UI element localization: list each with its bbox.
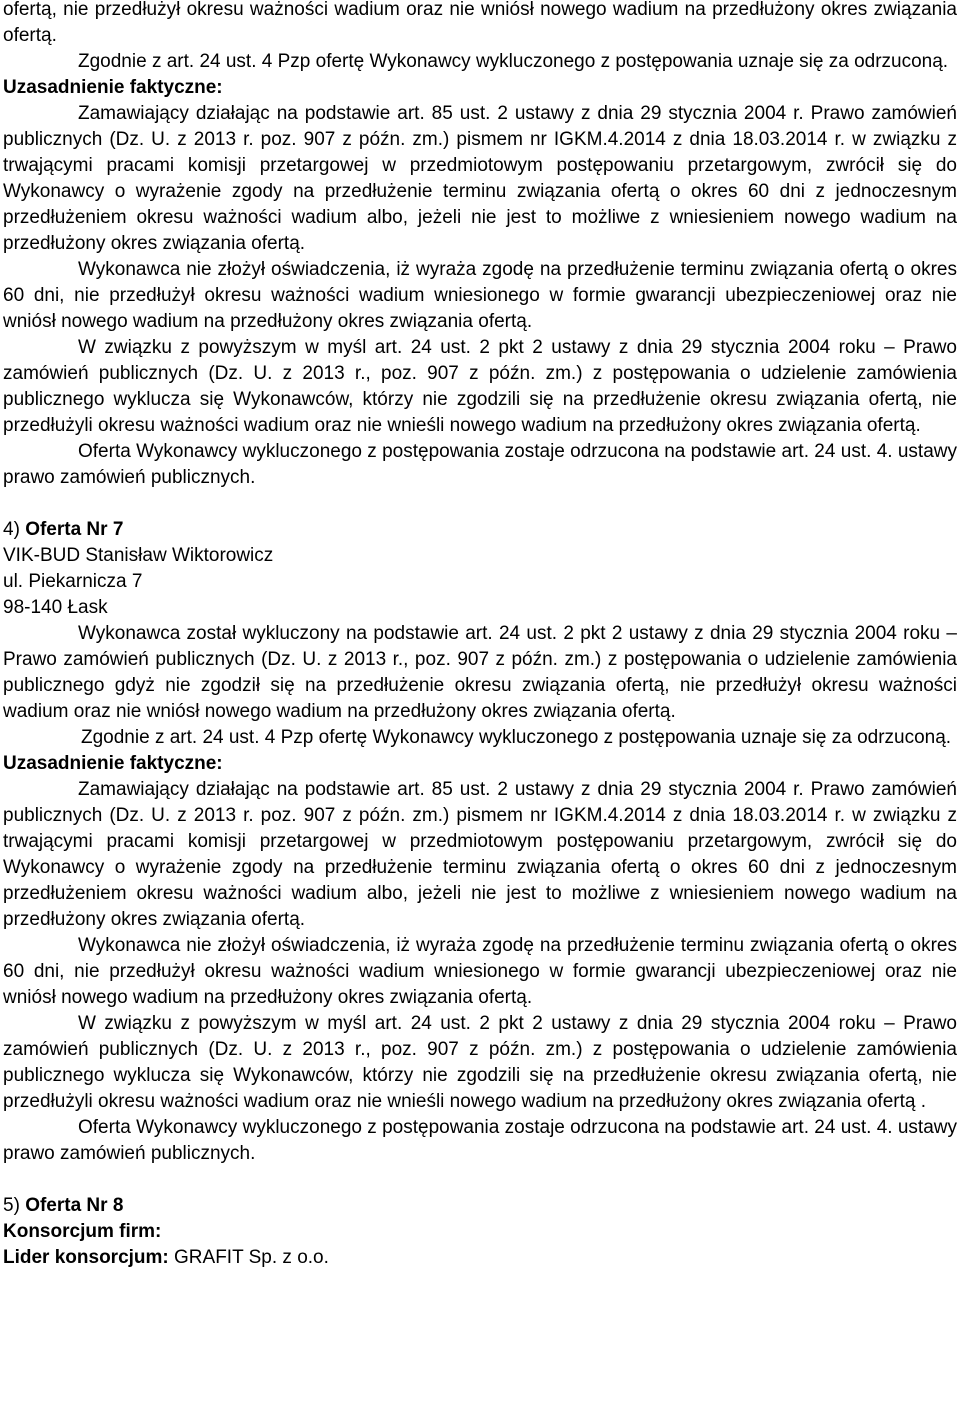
lider-value: GRAFIT Sp. z o.o. — [174, 1247, 329, 1268]
document-page — [3, 0, 957, 1271]
konsorcjum-label: Konsorcjum firm: — [3, 1221, 162, 1242]
spacer — [3, 491, 957, 517]
paragraph-zamawiajacy-2: Zamawiający działając na podstawie art. 85 ust. 2 ustawy z dnia 29 stycznia 2004 r. Prawo zamówień publicznych (Dz. U. z 2013 r. poz. 907 z późn. zm.) pismem nr IGKM.4.2014 z dnia 18.03.2014 r. w związku z trwającymi pracami komisji przetargowej w przedmiotowym postępowaniu przetargowym, zwrócił się do Wykonawcy o wyrażenie zgody na przedłużenie terminu związania ofertą o okres 60 dni z jednoczesnym przedłużeniem okresu ważności wadium albo, jeżeli nie jest to możliwe z wniesieniem nowego wadium na przedłużony okres związania ofertą. — [3, 779, 957, 930]
paragraph-wykluczony: Wykonawca został wykluczony na podstawie art. 24 ust. 2 pkt 2 ustawy z dnia 29 stycznia 2004 roku – Prawo zamówień publicznych (Dz. U. z 2013 r., poz. 907 z późn. zm.) z postępowania o udzielenie zamówienia publicznego gdyż nie zgodził się na przedłużenie okresu związania ofertą, nie przedłużył okresu ważności wadium oraz nie wniósł nowego wadium na przedłużony okres związania ofertą. — [3, 623, 957, 722]
uzasadnienie-heading-2 — [3, 751, 957, 777]
offer-7-heading — [3, 517, 957, 543]
uzasadnienie-heading — [3, 75, 957, 101]
lider-label: Lider konsorcjum: — [3, 1247, 169, 1268]
offer-7-city: 98-140 Łask — [3, 597, 108, 618]
paragraph-zgodnie: Zgodnie z art. 24 ust. 4 Pzp ofertę Wykonawcy wykluczonego z postępowania uznaje się za odrzuconą. — [78, 51, 949, 72]
paragraph-zgodnie-2: Zgodnie z art. 24 ust. 4 Pzp ofertę Wykonawcy wykluczonego z postępowania uznaje się za odrzuconą. — [81, 727, 952, 748]
konsorcjum-heading — [3, 1219, 957, 1245]
offer-7-number: 4) — [3, 519, 20, 540]
paragraph-wykonawca-nie: Wykonawca nie złożył oświadczenia, iż wyraża zgodę na przedłużenie terminu związania ofertą o okres 60 dni, nie przedłużył okresu ważności wadium wniesionego w formie gwarancji ubezpieczeniowej oraz nie wniósł nowego wadium na przedłużony okres związania ofertą. — [3, 259, 957, 332]
offer-8-number: 5) — [3, 1195, 20, 1216]
uzasadnienie-label-2: Uzasadnienie faktyczne: — [3, 753, 223, 774]
uzasadnienie-label: Uzasadnienie faktyczne: — [3, 77, 223, 98]
lider-line — [3, 1245, 957, 1271]
paragraph-w-zwiazku-2: W związku z powyższym w myśl art. 24 ust. 2 pkt 2 ustawy z dnia 29 stycznia 2004 roku – Prawo zamówień publicznych (Dz. U. z 2013 r., poz. 907 z późn. zm.) z postępowania o udzielenie zamówienia publicznego wyklucza się Wykonawców, którzy nie zgodzili się na przedłużenie okresu związania ofertą, nie przedłużyli okresu ważności wadium oraz nie wnieśli nowego wadium na przedłużony okres związania ofertą . — [3, 1013, 957, 1112]
offer-7-street: ul. Piekarnicza 7 — [3, 571, 143, 592]
offer-8-title: Oferta Nr 8 — [25, 1195, 124, 1216]
spacer — [3, 1167, 957, 1193]
paragraph-zamawiajacy: Zamawiający działając na podstawie art. 85 ust. 2 ustawy z dnia 29 stycznia 2004 r. Prawo zamówień publicznych (Dz. U. z 2013 r. poz. 907 z późn. zm.) pismem nr IGKM.4.2014 z dnia 18.03.2014 r. w związku z trwającymi pracami komisji przetargowej w przedmiotowym postępowaniu przetargowym, zwrócił się do Wykonawcy o wyrażenie zgody na przedłużenie terminu związania ofertą o okres 60 dni z jednoczesnym przedłużeniem okresu ważności wadium albo, jeżeli nie jest to możliwe z wniesieniem nowego wadium na przedłużony okres związania ofertą. — [3, 103, 957, 254]
offer-8-heading — [3, 1193, 957, 1219]
paragraph-wykonawca-nie-2: Wykonawca nie złożył oświadczenia, iż wyraża zgodę na przedłużenie terminu związania ofertą o okres 60 dni, nie przedłużył okresu ważności wadium wniesionego w formie gwarancji ubezpieczeniowej oraz nie wniósł nowego wadium na przedłużony okres związania ofertą. — [3, 935, 957, 1008]
paragraph-w-zwiazku: W związku z powyższym w myśl art. 24 ust. 2 pkt 2 ustawy z dnia 29 stycznia 2004 roku – Prawo zamówień publicznych (Dz. U. z 2013 r., poz. 907 z późn. zm.) z postępowania o udzielenie zamówienia publicznego wyklucza się Wykonawców, którzy nie zgodzili się na przedłużenie okresu związania ofertą, nie przedłużyli okresu ważności wadium oraz nie wnieśli nowego wadium na przedłużony okres związania ofertą. — [3, 337, 957, 436]
paragraph-oferta-odrzucona: Oferta Wykonawcy wykluczonego z postępowania zostaje odrzucona na podstawie art. 24 ust. 4. ustawy prawo zamówień publicznych. — [3, 441, 957, 488]
paragraph-oferta-odrzucona-2: Oferta Wykonawcy wykluczonego z postępowania zostaje odrzucona na podstawie art. 24 ust. 4. ustawy prawo zamówień publicznych. — [3, 1117, 957, 1164]
offer-7-company: VIK-BUD Stanisław Wiktorowicz — [3, 545, 274, 566]
paragraph-tail: ofertą, nie przedłużył okresu ważności wadium oraz nie wniósł nowego wadium na przedłużony okres związania ofertą. — [3, 0, 957, 46]
offer-7-title: Oferta Nr 7 — [25, 519, 124, 540]
